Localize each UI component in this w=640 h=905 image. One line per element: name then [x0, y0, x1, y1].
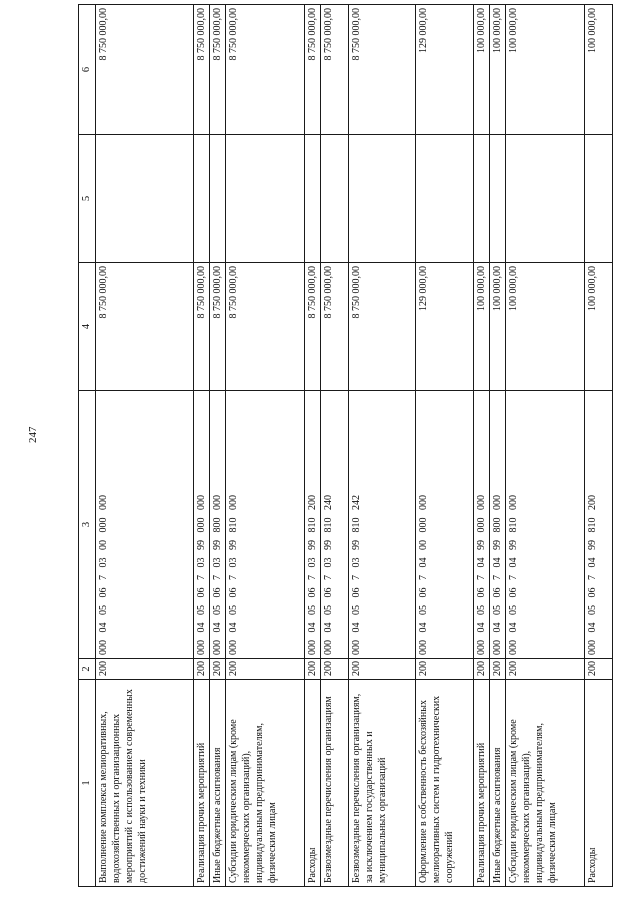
budget-table — [78, 4, 613, 887]
table-row — [415, 5, 473, 887]
amount-cell: 129 000,00 — [415, 263, 473, 391]
name-cell: Безвозмездные перечисления организациям — [320, 680, 348, 887]
name-cell: Расходы — [584, 680, 612, 887]
amount-cell: 8 750 000,00 — [348, 263, 415, 391]
budget-code-cell: 000 04 05 06 7 03 99 000 000 — [193, 391, 209, 659]
name-cell: Субсидии юридическим лицам (кроме некоммерческих организаций), индивидуальным предпринимателям, физическим лицам — [225, 680, 304, 887]
admin-code-cell: 200 — [209, 659, 225, 680]
amount-cell — [209, 135, 225, 263]
name-cell: Субсидии юридическим лицам (кроме некоммерческих организаций), индивидуальным предпринимателям, физическим лицам — [505, 680, 584, 887]
amount-cell — [584, 135, 612, 263]
amount-cell — [505, 135, 584, 263]
table-row — [193, 5, 209, 887]
name-cell: Оформление в собственность бесхозяйных мелиоративных систем и гидротехнических сооружений — [415, 680, 473, 887]
name-cell: Безвозмездные перечисления организациям, за исключением государственных и муниципальных организаций — [348, 680, 415, 887]
budget-code-cell: 000 04 05 06 7 04 99 810 200 — [584, 391, 612, 659]
amount-cell — [348, 135, 415, 263]
amount-cell: 100 000,00 — [584, 5, 612, 135]
amount-cell: 8 750 000,00 — [95, 5, 193, 135]
budget-code-cell: 000 04 05 06 7 03 99 810 240 — [320, 391, 348, 659]
admin-code-cell: 200 — [304, 659, 320, 680]
amount-cell: 100 000,00 — [505, 5, 584, 135]
budget-code-cell: 000 04 05 06 7 04 99 810 000 — [505, 391, 584, 659]
page-number: 247 — [27, 426, 39, 443]
budget-code-cell: 000 04 05 06 7 03 99 810 242 — [348, 391, 415, 659]
header-cell: 2 — [79, 659, 96, 680]
amount-cell — [304, 135, 320, 263]
amount-cell: 100 000,00 — [473, 5, 489, 135]
amount-cell: 8 750 000,00 — [209, 5, 225, 135]
amount-cell: 8 750 000,00 — [193, 263, 209, 391]
admin-code-cell: 200 — [225, 659, 304, 680]
admin-code-cell: 200 — [489, 659, 505, 680]
table-row — [348, 5, 415, 887]
table-row — [320, 5, 348, 887]
amount-cell — [225, 135, 304, 263]
admin-code-cell: 200 — [473, 659, 489, 680]
table-body — [79, 5, 613, 887]
admin-code-cell: 200 — [584, 659, 612, 680]
budget-code-cell: 000 04 05 06 7 03 99 810 200 — [304, 391, 320, 659]
header-cell: 3 — [79, 391, 96, 659]
amount-cell: 8 750 000,00 — [193, 5, 209, 135]
amount-cell — [320, 135, 348, 263]
amount-cell: 129 000,00 — [415, 5, 473, 135]
amount-cell: 100 000,00 — [505, 263, 584, 391]
header-cell: 5 — [79, 135, 96, 263]
amount-cell: 100 000,00 — [489, 263, 505, 391]
amount-cell — [193, 135, 209, 263]
amount-cell — [473, 135, 489, 263]
header-row — [79, 5, 96, 887]
table-row — [489, 5, 505, 887]
name-cell: Реализация прочих мероприятий — [473, 680, 489, 887]
name-cell: Иные бюджетные ассигнования — [209, 680, 225, 887]
name-cell: Расходы — [304, 680, 320, 887]
amount-cell — [415, 135, 473, 263]
amount-cell: 8 750 000,00 — [209, 263, 225, 391]
table-row — [95, 5, 193, 887]
header-cell: 1 — [79, 680, 96, 887]
table-row — [209, 5, 225, 887]
budget-code-cell: 000 04 05 06 7 03 99 800 000 — [209, 391, 225, 659]
amount-cell: 8 750 000,00 — [304, 5, 320, 135]
admin-code-cell: 200 — [193, 659, 209, 680]
admin-code-cell: 200 — [415, 659, 473, 680]
table-row — [225, 5, 304, 887]
amount-cell: 100 000,00 — [584, 263, 612, 391]
name-cell: Выполнение комплекса мелиоративных, водохозяйственных и организационных мероприятий с использованием современных достижений науки и техники — [95, 680, 193, 887]
amount-cell: 8 750 000,00 — [348, 5, 415, 135]
budget-code-cell: 000 04 05 06 7 04 99 800 000 — [489, 391, 505, 659]
amount-cell: 8 750 000,00 — [95, 263, 193, 391]
amount-cell — [95, 135, 193, 263]
budget-code-cell: 000 04 05 06 7 03 00 000 000 — [95, 391, 193, 659]
admin-code-cell: 200 — [320, 659, 348, 680]
amount-cell: 8 750 000,00 — [225, 5, 304, 135]
header-cell: 4 — [79, 263, 96, 391]
amount-cell: 100 000,00 — [489, 5, 505, 135]
admin-code-cell: 200 — [505, 659, 584, 680]
amount-cell: 100 000,00 — [473, 263, 489, 391]
amount-cell — [489, 135, 505, 263]
rotated-table-container — [78, 5, 610, 887]
budget-code-cell: 000 04 05 06 7 04 99 000 000 — [473, 391, 489, 659]
amount-cell: 8 750 000,00 — [304, 263, 320, 391]
header-cell: 6 — [79, 5, 96, 135]
budget-code-cell: 000 04 05 06 7 04 00 000 000 — [415, 391, 473, 659]
amount-cell: 8 750 000,00 — [320, 263, 348, 391]
table-row — [584, 5, 612, 887]
table-row — [473, 5, 489, 887]
table-row — [304, 5, 320, 887]
table-row — [505, 5, 584, 887]
name-cell: Реализация прочих мероприятий — [193, 680, 209, 887]
budget-code-cell: 000 04 05 06 7 03 99 810 000 — [225, 391, 304, 659]
admin-code-cell: 200 — [348, 659, 415, 680]
name-cell: Иные бюджетные ассигнования — [489, 680, 505, 887]
admin-code-cell: 200 — [95, 659, 193, 680]
amount-cell: 8 750 000,00 — [225, 263, 304, 391]
amount-cell: 8 750 000,00 — [320, 5, 348, 135]
